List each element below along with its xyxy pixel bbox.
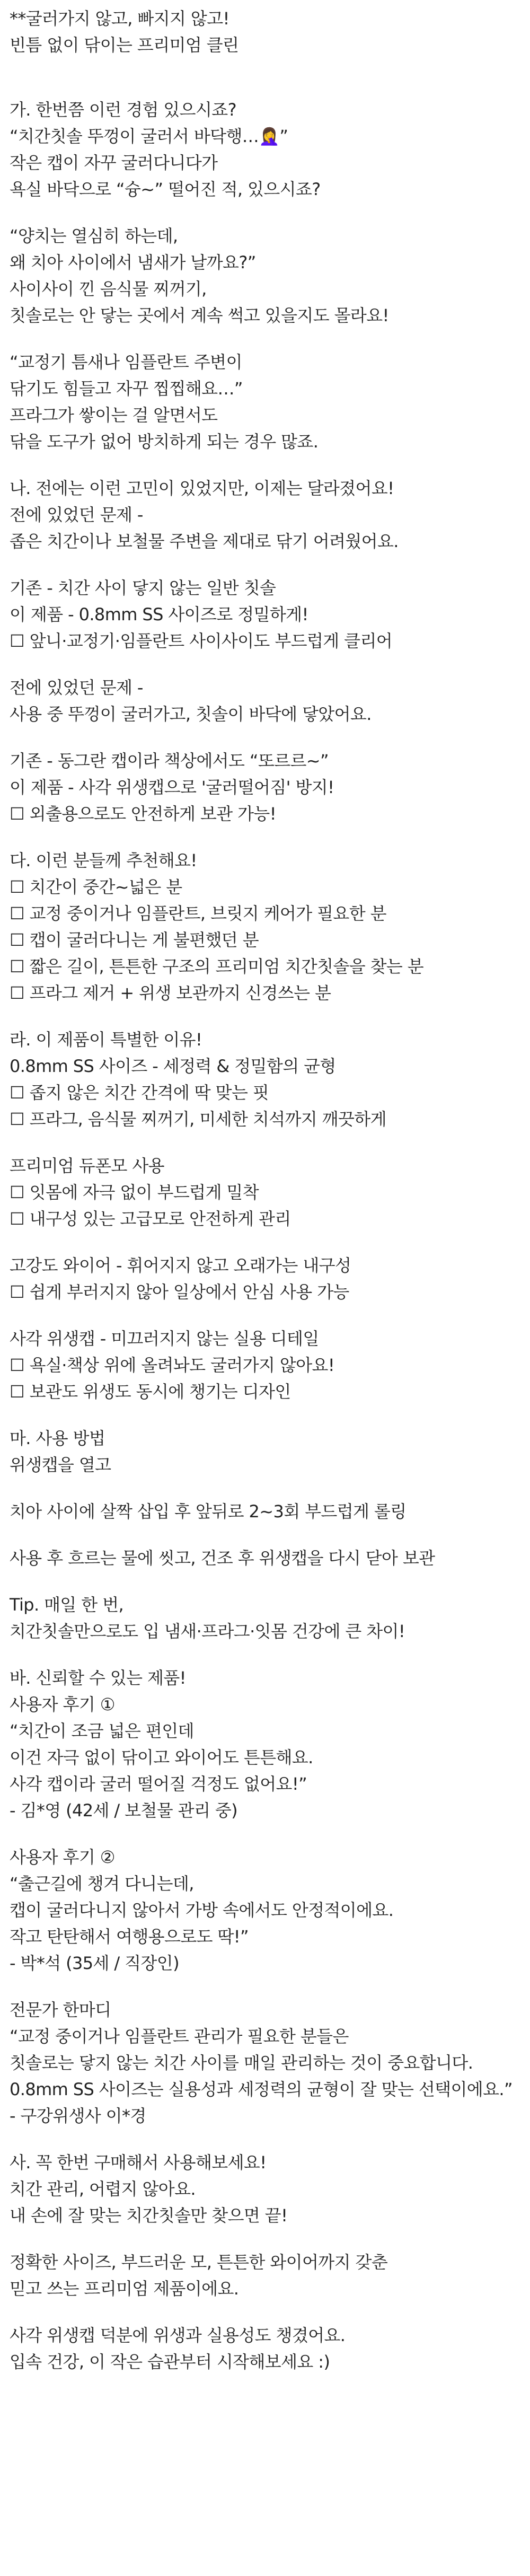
spacer bbox=[10, 654, 519, 674]
checklist-item: ☐ 앞니·교정기·임플란트 사이사이도 부드럽게 클리어 bbox=[10, 631, 393, 651]
text-line: 빈틈 없이 닦이는 프리미엄 클린 bbox=[10, 35, 239, 55]
spacer bbox=[10, 1006, 519, 1026]
text-line: “치간칫솔 뚜껑이 굴러서 바닥행…🤦‍♀️” bbox=[10, 126, 288, 146]
spacer bbox=[10, 1525, 519, 1545]
checklist-item: ☐ 쉽게 부러지지 않아 일상에서 안심 사용 가능 bbox=[10, 1282, 349, 1302]
spacer bbox=[10, 58, 519, 96]
text-line: 프라그가 쌓이는 걸 알면서도 bbox=[10, 405, 218, 425]
section-heading: 사. 꼭 한번 구매해서 사용해보세요! bbox=[10, 2152, 267, 2173]
checklist-item: ☐ 외출용으로도 안전하게 보관 가능! bbox=[10, 804, 276, 824]
text-line: 믿고 쓰는 프리미엄 제품이에요. bbox=[10, 2279, 239, 2299]
text-line: 칫솔로는 닿지 않는 치간 사이를 매일 관리하는 것이 중요합니다. bbox=[10, 2053, 473, 2073]
text-line: 치아 사이에 살짝 삽입 후 앞뒤로 2~3회 부드럽게 롤링 bbox=[10, 1501, 407, 1522]
text-line: 작고 탄탄해서 여행용으로도 딱!” bbox=[10, 1927, 249, 1947]
comparison-size bbox=[10, 575, 519, 654]
usage-step bbox=[10, 1545, 519, 1571]
section-heading: 나. 전에는 이런 고민이 있었지만, 이제는 달라졌어요! bbox=[10, 478, 394, 498]
spacer bbox=[10, 1645, 519, 1665]
spacer bbox=[10, 329, 519, 349]
intro-headline bbox=[10, 5, 519, 58]
text-line: 이 제품 - 0.8mm SS 사이즈로 정밀하게! bbox=[10, 604, 308, 625]
text-line: 위생캡을 열고 bbox=[10, 1455, 111, 1475]
spacer bbox=[10, 2302, 519, 2322]
text-line: “양치는 열심히 하는데, bbox=[10, 226, 178, 246]
checklist-item: ☐ 욕실·책상 위에 올려놔도 굴러가지 않아요! bbox=[10, 1355, 335, 1375]
text-line: 이건 자극 없이 닦이고 와이어도 튼튼해요. bbox=[10, 1747, 313, 1768]
text-line: 전에 있었던 문제 - bbox=[10, 505, 143, 525]
text-line: 고강도 와이어 - 휘어지지 않고 오래가는 내구성 bbox=[10, 1255, 351, 1276]
spacer bbox=[10, 1405, 519, 1425]
text-line: 전문가 한마디 bbox=[10, 2000, 111, 2020]
section-before-after bbox=[10, 475, 519, 555]
checklist-item: ☐ 프라그, 음식물 찌꺼기, 미세한 치석까지 깨끗하게 bbox=[10, 1109, 386, 1129]
usage-step bbox=[10, 1498, 519, 1525]
text-line: 캡이 굴러다니지 않아서 가방 속에서도 안정적이에요. bbox=[10, 1900, 394, 1920]
section-heading: 다. 이런 분들께 추천해요! bbox=[10, 850, 197, 871]
section-purchase bbox=[10, 2149, 519, 2229]
section-how-to-use bbox=[10, 1425, 519, 1478]
spacer bbox=[10, 1305, 519, 1325]
section-special bbox=[10, 1026, 519, 1132]
checklist-item: ☐ 프라그 제거 + 위생 보관까지 신경쓰는 분 bbox=[10, 983, 331, 1003]
text-line: 전에 있었던 문제 - bbox=[10, 678, 143, 698]
text-line: 치간 관리, 어렵지 않아요. bbox=[10, 2179, 196, 2199]
section-heading: 라. 이 제품이 특별한 이유! bbox=[10, 1030, 202, 1050]
checklist-item: ☐ 보관도 위생도 동시에 챙기는 디자인 bbox=[10, 1382, 291, 1402]
closing-paragraph bbox=[10, 2322, 519, 2375]
text-line: 이 제품 - 사각 위생캡으로 '굴러떨어짐' 방지! bbox=[10, 777, 334, 797]
review-2 bbox=[10, 1844, 519, 1976]
feature-wire bbox=[10, 1252, 519, 1305]
checklist-item: ☐ 좁지 않은 치간 간격에 딱 맞는 핏 bbox=[10, 1083, 269, 1103]
section-reviews bbox=[10, 1665, 519, 1824]
spacer bbox=[10, 1478, 519, 1498]
text-line: 사용 중 뚜껑이 굴러가고, 칫솔이 바닥에 닿았어요. bbox=[10, 704, 372, 724]
spacer bbox=[10, 1824, 519, 1844]
text-line: 사각 위생캡 - 미끄러지지 않는 실용 디테일 bbox=[10, 1329, 319, 1349]
feature-cap bbox=[10, 1325, 519, 1405]
usage-tip bbox=[10, 1592, 519, 1645]
spacer bbox=[10, 727, 519, 748]
text-line: 사용 후 흐르는 물에 씻고, 건조 후 위생캡을 다시 닫아 보관 bbox=[10, 1548, 435, 1568]
text-line: “교정기 틈새나 임플란트 주변이 bbox=[10, 352, 242, 372]
spacer bbox=[10, 2229, 519, 2249]
text-line: 작은 캡이 자꾸 굴러다니다가 bbox=[10, 153, 218, 173]
text-line: 0.8mm SS 사이즈는 실용성과 세정력의 균형이 잘 맞는 선택이에요.” bbox=[10, 2079, 513, 2099]
text-line: 좁은 치간이나 보철물 주변을 제대로 닦기 어려웠어요. bbox=[10, 531, 399, 551]
text-line: **굴러가지 않고, 빠지지 않고! bbox=[10, 8, 229, 29]
spacer bbox=[10, 1571, 519, 1592]
text-line: “출근길에 챙겨 다니는데, bbox=[10, 1874, 194, 1894]
text-line: Tip. 매일 한 번, bbox=[10, 1595, 124, 1615]
spacer bbox=[10, 203, 519, 223]
paragraph-odor bbox=[10, 223, 519, 329]
text-line: 정확한 사이즈, 부드러운 모, 튼튼한 와이어까지 갖춘 bbox=[10, 2252, 388, 2272]
feature-bristles bbox=[10, 1153, 519, 1232]
text-line: 0.8mm SS 사이즈 - 세정력 & 정밀함의 균형 bbox=[10, 1056, 336, 1076]
checklist-item: ☐ 교정 중이거나 임플란트, 브릿지 케어가 필요한 분 bbox=[10, 903, 386, 924]
text-line: 기존 - 치간 사이 닿지 않는 일반 칫솔 bbox=[10, 578, 276, 598]
section-heading: 마. 사용 방법 bbox=[10, 1428, 105, 1448]
checklist-item: ☐ 잇몸에 자극 없이 부드럽게 밀착 bbox=[10, 1182, 259, 1202]
text-line: 치간칫솔만으로도 입 냄새·프라그·잇몸 건강에 큰 차이! bbox=[10, 1621, 405, 1641]
text-line: 칫솔로는 안 닿는 곳에서 계속 썩고 있을지도 몰라요! bbox=[10, 305, 389, 326]
text-line: 사이사이 낀 음식물 찌꺼기, bbox=[10, 279, 207, 299]
expert-comment bbox=[10, 1997, 519, 2129]
paragraph-braces bbox=[10, 349, 519, 455]
spacer bbox=[10, 827, 519, 847]
closing-paragraph bbox=[10, 2249, 519, 2302]
text-line: “치간이 조금 넓은 편인데 bbox=[10, 1721, 194, 1741]
text-line: 사각 위생캡 덕분에 위생과 실용성도 챙겼어요. bbox=[10, 2325, 346, 2345]
text-line: 왜 치아 사이에서 냄새가 날까요?” bbox=[10, 252, 256, 272]
paragraph-cap-problem bbox=[10, 674, 519, 727]
text-line: 사용자 후기 ② bbox=[10, 1847, 115, 1867]
checklist-item: ☐ 치간이 중간~넓은 분 bbox=[10, 877, 182, 897]
comparison-cap bbox=[10, 748, 519, 827]
review-author: - 김*영 (42세 / 보철물 관리 중) bbox=[10, 1800, 238, 1821]
text-line: 사용자 후기 ① bbox=[10, 1694, 115, 1715]
text-line: “교정 중이거나 임플란트 관리가 필요한 분들은 bbox=[10, 2026, 349, 2046]
review-author: - 구강위생사 이*경 bbox=[10, 2106, 146, 2126]
checklist-item: ☐ 캡이 굴러다니는 게 불편했던 분 bbox=[10, 930, 259, 950]
text-line: 욕실 바닥으로 “슝~” 떨어진 적, 있으시죠? bbox=[10, 179, 321, 199]
section-recommend bbox=[10, 847, 519, 1006]
section-heading: 바. 신뢰할 수 있는 제품! bbox=[10, 1668, 186, 1688]
spacer bbox=[10, 455, 519, 475]
text-line: 입속 건강, 이 작은 습관부터 시작해보세요 :) bbox=[10, 2352, 330, 2372]
spacer bbox=[10, 1232, 519, 1252]
spacer bbox=[10, 555, 519, 575]
text-line: 기존 - 동그란 캡이라 책상에서도 “또르르~” bbox=[10, 751, 329, 771]
spacer bbox=[10, 1132, 519, 1153]
spacer bbox=[10, 1976, 519, 1997]
text-line: 프리미엄 듀폰모 사용 bbox=[10, 1156, 164, 1176]
review-author: - 박*석 (35세 / 직장인) bbox=[10, 1953, 179, 1973]
text-line: 닦기도 힘들고 자꾸 찝찝해요…” bbox=[10, 379, 243, 399]
text-line: 내 손에 잘 맞는 치간칫솔만 찾으면 끝! bbox=[10, 2205, 288, 2226]
spacer bbox=[10, 2129, 519, 2149]
section-heading: 가. 한번쯤 이런 경험 있으시죠? bbox=[10, 100, 236, 120]
checklist-item: ☐ 짧은 길이, 튼튼한 구조의 프리미엄 치간칫솔을 찾는 분 bbox=[10, 956, 424, 977]
section-experience bbox=[10, 96, 519, 203]
text-line: 사각 캡이라 굴러 떨어질 걱정도 없어요!” bbox=[10, 1774, 307, 1794]
text-line: 닦을 도구가 없어 방치하게 되는 경우 많죠. bbox=[10, 432, 319, 452]
checklist-item: ☐ 내구성 있는 고급모로 안전하게 관리 bbox=[10, 1209, 291, 1229]
